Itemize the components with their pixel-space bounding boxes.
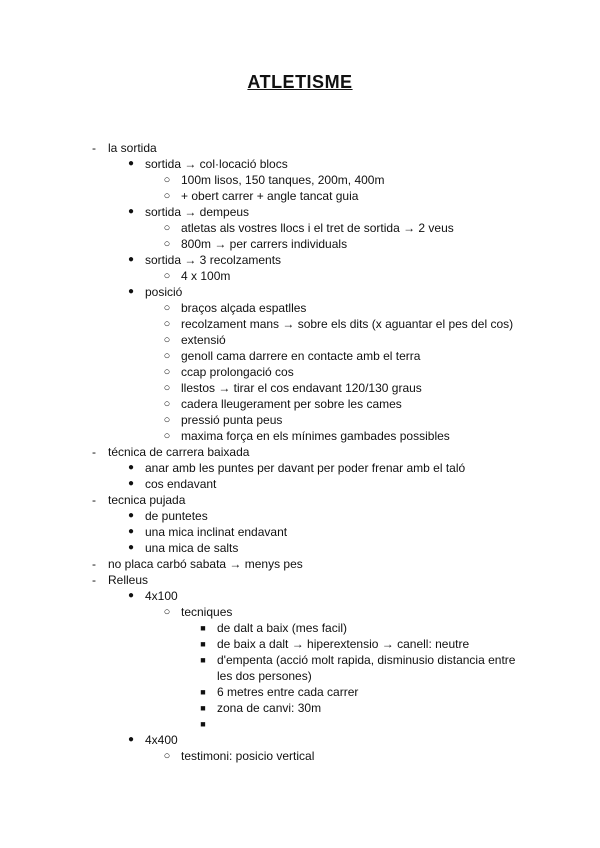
list-item: maxima força en els mínimes gambades possibles xyxy=(181,429,450,443)
circle-bullet: ○ xyxy=(163,238,171,250)
circle-bullet: ○ xyxy=(163,414,171,426)
square-bullet: ■ xyxy=(200,703,206,713)
dot-bullet: ● xyxy=(127,254,135,265)
square-bullet: ■ xyxy=(200,623,206,633)
list-item: cadera lleugerament per sobre les cames xyxy=(181,397,402,411)
dot-bullet: ● xyxy=(127,542,135,553)
circle-bullet: ○ xyxy=(163,302,171,314)
dash-bullet: - xyxy=(92,573,96,587)
circle-bullet: ○ xyxy=(163,430,171,442)
dot-bullet: ● xyxy=(127,206,135,217)
list-item: anar amb les puntes per davant per poder frenar amb el taló xyxy=(145,461,466,475)
dot-bullet: ● xyxy=(127,158,135,169)
circle-bullet: ○ xyxy=(163,398,171,410)
dot-bullet: ● xyxy=(127,462,135,473)
list-item: genoll cama darrere en contacte amb el terra xyxy=(181,349,421,363)
list-item: atletas als vostres llocs i el tret de sortida → 2 veus xyxy=(181,221,454,235)
list-item: una mica inclinat endavant xyxy=(145,525,288,539)
list-item: recolzament mans → sobre els dits (x aguantar el pes del cos) xyxy=(181,317,514,331)
section-placa: no placa carbó sabata → menys pes xyxy=(108,557,303,571)
page-title: ATLETISME xyxy=(247,72,353,92)
dash-bullet: - xyxy=(92,557,96,571)
circle-bullet: ○ xyxy=(163,750,171,762)
dot-bullet: ● xyxy=(127,478,135,489)
dot-bullet: ● xyxy=(127,590,135,601)
circle-bullet: ○ xyxy=(163,174,171,186)
dot-bullet: ● xyxy=(127,734,135,745)
circle-bullet: ○ xyxy=(163,222,171,234)
list-item: testimoni: posicio vertical xyxy=(181,749,315,763)
section-baixada: técnica de carrera baixada xyxy=(108,445,250,459)
circle-bullet: ○ xyxy=(163,606,171,618)
circle-bullet: ○ xyxy=(163,190,171,202)
list-item: 4x400 xyxy=(145,733,178,747)
section-pujada: tecnica pujada xyxy=(108,493,186,507)
list-item: llestos → tirar el cos endavant 120/130 graus xyxy=(181,381,422,395)
dot-bullet: ● xyxy=(127,510,135,521)
list-item: 800m → per carrers individuals xyxy=(181,237,348,251)
list-item: posició xyxy=(145,285,183,299)
list-item: sortida → 3 recolzaments xyxy=(145,253,282,267)
square-bullet: ■ xyxy=(200,687,206,697)
square-bullet: ■ xyxy=(200,719,206,729)
circle-bullet: ○ xyxy=(163,350,171,362)
list-item: 6 metres entre cada carrer xyxy=(217,685,359,699)
dot-bullet: ● xyxy=(127,286,135,297)
dot-bullet: ● xyxy=(127,526,135,537)
section-relleus: Relleus xyxy=(108,573,149,587)
circle-bullet: ○ xyxy=(163,318,171,330)
circle-bullet: ○ xyxy=(163,366,171,378)
list-item: extensió xyxy=(181,333,226,347)
square-bullet: ■ xyxy=(200,639,206,649)
list-item: una mica de salts xyxy=(145,541,239,555)
list-item: sortida → dempeus xyxy=(145,205,250,219)
circle-bullet: ○ xyxy=(163,382,171,394)
list-item: tecniques xyxy=(181,605,233,619)
dash-bullet: - xyxy=(92,445,96,459)
dash-bullet: - xyxy=(92,493,96,507)
list-item: 4x100 xyxy=(145,589,178,603)
list-item: sortida → col·locació blocs xyxy=(145,157,288,171)
section-sortida: la sortida xyxy=(108,141,157,155)
list-item: de puntetes xyxy=(145,509,208,523)
list-item: d'empenta (acció molt rapida, disminusio distancia entre xyxy=(217,653,516,667)
list-item: de baix a dalt → hiperextensio → canell: neutre xyxy=(217,637,470,651)
dash-bullet: - xyxy=(92,141,96,155)
list-item: ccap prolongació cos xyxy=(181,365,294,379)
list-item: 100m lisos, 150 tanques, 200m, 400m xyxy=(181,173,385,187)
circle-bullet: ○ xyxy=(163,270,171,282)
list-item: cos endavant xyxy=(145,477,217,491)
list-item: 4 x 100m xyxy=(181,269,231,283)
list-item: + obert carrer + angle tancat guia xyxy=(181,189,359,203)
square-bullet: ■ xyxy=(200,655,206,665)
list-item-continuation: les dos persones) xyxy=(217,669,312,683)
circle-bullet: ○ xyxy=(163,334,171,346)
list-item: braços alçada espatlles xyxy=(181,301,307,315)
list-item: zona de canvi: 30m xyxy=(217,701,322,715)
list-item: pressió punta peus xyxy=(181,413,283,427)
list-item: de dalt a baix (mes facil) xyxy=(217,621,348,635)
